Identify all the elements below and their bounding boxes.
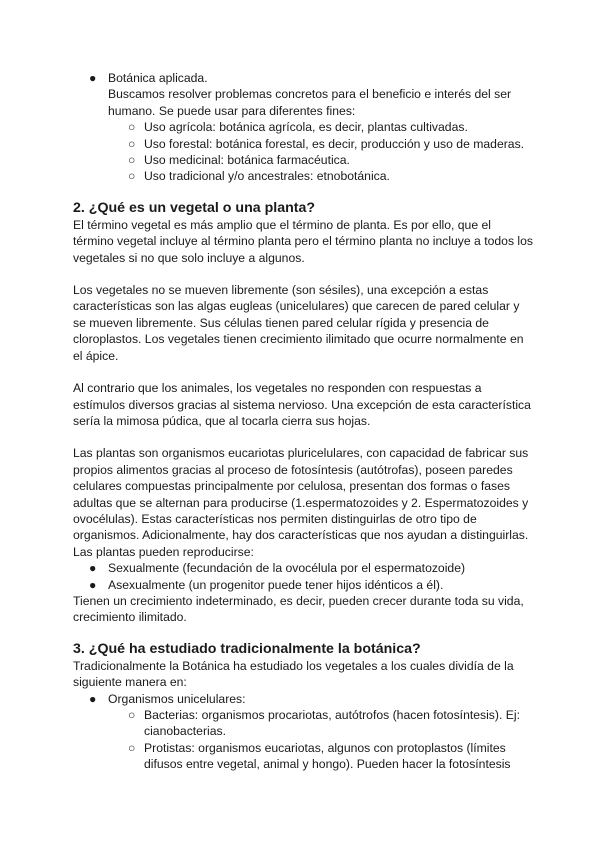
- use-item: Uso agrícola: botánica agrícola, es decir, plantas cultivadas.: [144, 120, 468, 135]
- reproduction-item: Asexualmente (un progenitor puede tener hijos idénticos a él).: [108, 577, 444, 592]
- use-item: Uso medicinal: botánica farmacéutica.: [144, 153, 350, 168]
- list-item: [73, 136, 533, 152]
- bullet-marker: ●: [89, 577, 97, 592]
- list-item: [73, 70, 533, 119]
- paragraph: Al contrario que los animales, los vegetales no responden con respuestas a estímulos diversos gracias al sistema nervioso. Una excepción de esta característica sería la mimosa púdica, que al tocarla cierra sus hojas.: [73, 381, 531, 428]
- organism-group: Organismos unicelulares:: [108, 691, 246, 706]
- paragraph: Los vegetales no se mueven libremente (son sésiles), una excepción a estas características son las algas eugleas (unicelulares) que carecen de pared celular y se mueven libremente. Sus células tienen pared celular rígida y presencia de cloroplastos. Los vegetales tienen crecimiento ilimitado que ocurre normalmente en el ápice.: [73, 283, 524, 363]
- sub-bullet-marker: ○: [128, 120, 136, 135]
- sub-bullet-marker: ○: [128, 740, 136, 755]
- bullet-text: Botánica aplicada.: [108, 71, 208, 85]
- paragraph: El término vegetal es más amplio que el término de planta. Es por ello, que el término vegetal incluye al término planta pero el término planta no incluye a todos los vegetales si no que solo incluye a algunos.: [73, 217, 534, 265]
- section-heading: 3. ¿Qué ha estudiado tradicionalmente la botánica?: [73, 640, 421, 657]
- use-item: Uso tradicional y/o ancestrales: etnobotánica.: [144, 169, 390, 184]
- bullet-description: Buscamos resolver problemas concretos para el beneficio e interés del ser humano. Se puede usar para diferentes fines:: [108, 87, 512, 118]
- list-item: [73, 119, 533, 135]
- bullet-marker: ●: [89, 561, 97, 576]
- list-item: [73, 168, 533, 184]
- use-item: Uso forestal: botánica forestal, es decir, producción y uso de maderas.: [144, 136, 525, 151]
- bullet-marker: ●: [89, 691, 97, 706]
- sub-bullet-marker: ○: [128, 169, 136, 184]
- paragraph: Las plantas pueden reproducirse:: [73, 544, 254, 559]
- list-item: [73, 577, 533, 593]
- sub-bullet-marker: ○: [128, 708, 136, 722]
- list-item: [73, 740, 533, 773]
- bullet-marker: ●: [89, 71, 97, 85]
- organism-item: Protistas: organismos eucariotas, algunos con protoplastos (límites difusos entre vegetal, animal y hongo). Pueden hacer la fotosíntesis: [144, 740, 511, 772]
- sub-bullet-marker: ○: [128, 136, 136, 151]
- section-heading: 2. ¿Qué es un vegetal o una planta?: [73, 199, 316, 216]
- list-item: [73, 152, 533, 168]
- document-body: [73, 70, 533, 773]
- list-item: [73, 560, 533, 576]
- paragraph: Las plantas son organismos eucariotas pluricelulares, con capacidad de fabricar sus propios alimentos gracias al proceso de fotosíntesis (autótrofas), poseen paredes celulares compuestas principalmente por celulosa, presentan dos formas o fases adultas que se alternan para producirse (1.espermatozoides y 2. Espermatozoides y ovocélulas). Estas características nos permiten distinguirlas de otro tipo de organismos. Adicionalmente, hay dos características que nos ayudan a distinguirlas.: [73, 446, 529, 543]
- paragraph: Tienen un crecimiento indeterminado, es decir, pueden crecer durante toda su vida, crecimiento ilimitado.: [73, 593, 524, 625]
- organism-item: Bacterias: organismos procariotas, autótrofos (hacen fotosíntesis). Ej: cianobacterias.: [144, 708, 520, 739]
- reproduction-item: Sexualmente (fecundación de la ovocélula por el espermatozoide): [108, 561, 466, 576]
- list-item: [73, 691, 533, 707]
- paragraph: Tradicionalmente la Botánica ha estudiado los vegetales a los cuales dividía de la siguiente manera en:: [73, 658, 514, 690]
- sub-bullet-marker: ○: [128, 153, 136, 168]
- list-item: [73, 707, 533, 740]
